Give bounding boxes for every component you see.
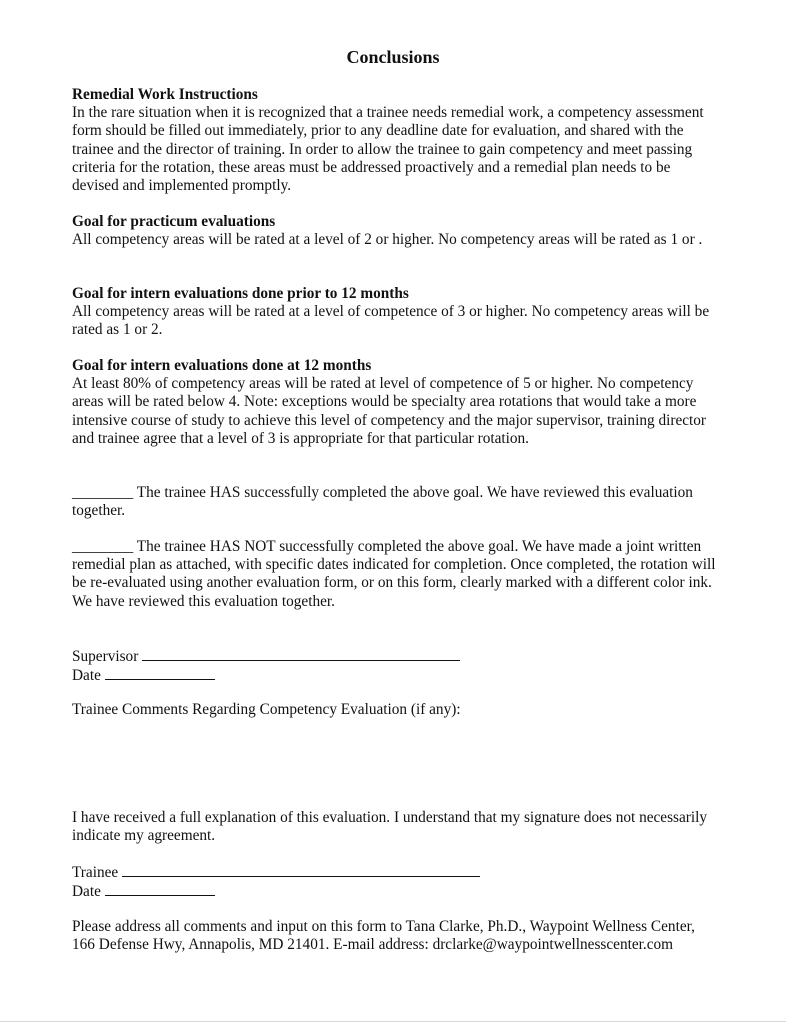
page-title: Conclusions — [346, 47, 440, 67]
intern-12-section — [72, 357, 720, 448]
has-completed-statement — [72, 484, 720, 520]
practicum-heading: Goal for practicum evaluations — [72, 213, 276, 230]
intern-prior-body: All competency areas will be rated at a level of competence of 3 or higher. No competency areas will be rated as 1 or 2. — [72, 303, 710, 339]
supervisor-date-line[interactable] — [105, 666, 215, 680]
has-not-completed-checkline[interactable]: ________ — [72, 538, 134, 555]
supervisor-label: Supervisor — [72, 648, 139, 665]
supervisor-signature-line[interactable] — [142, 647, 460, 661]
trainee-comments-label: Trainee Comments Regarding Competency Evaluation (if any): — [72, 701, 461, 718]
trainee-signature-line[interactable] — [122, 863, 480, 877]
contact-text: Please address all comments and input on this form to Tana Clarke, Ph.D., Waypoint Wellness Center, 166 Defense Hwy, Annapolis, MD 21401. E-mail address: — [72, 918, 695, 954]
intern-12-heading: Goal for intern evaluations done at 12 months — [72, 357, 372, 374]
trainee-date-line[interactable] — [105, 882, 215, 896]
intern-prior-heading: Goal for intern evaluations done prior to 12 months — [72, 285, 409, 302]
remedial-body: In the rare situation when it is recognized that a trainee needs remedial work, a competency assessment form should be filled out immediately, prior to any deadline date for evaluation, and shared with the trainee and the director of training. In order to allow the trainee to gain competency and meet passing criteria for the rotation, these areas must be addressed proactively and a remedial plan needs to be devised and implemented promptly. — [72, 104, 704, 195]
page-bottom-edge — [0, 1021, 786, 1022]
contact-block — [72, 918, 720, 954]
practicum-body: All competency areas will be rated at a level of 2 or higher. No competency areas will be rated as 1 or . — [72, 231, 703, 249]
practicum-section — [72, 213, 720, 249]
has-not-completed-statement — [72, 538, 720, 611]
trainee-signature-block — [72, 863, 720, 901]
intern-12-body: At least 80% of competency areas will be rated at level of competence of 5 or higher. No competency areas will be rated below 4. Note: exceptions would be specialty area rotations that would take a more intensive course of study to achieve this level of competency and the major supervisor, training director and trainee agree that a level of 3 is appropriate for that particular rotation. — [72, 375, 707, 447]
intern-prior-section — [72, 285, 720, 340]
supervisor-date-label: Date — [72, 667, 101, 685]
supervisor-signature-block — [72, 647, 720, 685]
acknowledgement-text: I have received a full explanation of this evaluation. I understand that my signature does not necessarily indicate my agreement. — [72, 809, 708, 845]
contact-email[interactable]: drclarke@waypointwellnesscenter.com — [432, 936, 674, 954]
remedial-heading: Remedial Work Instructions — [72, 86, 258, 103]
has-completed-text: The trainee HAS successfully completed the above goal. We have reviewed this evaluation together. — [72, 484, 693, 520]
remedial-section — [72, 86, 720, 195]
has-not-completed-text: The trainee HAS NOT successfully completed the above goal. We have made a joint written remedial plan as attached, with specific dates indicated for completion. Once completed, the rotation will be re-evaluated using another evaluation form, or on this form, clearly marked with a different color ink. We have reviewed this evaluation together. — [72, 538, 716, 610]
trainee-date-label: Date — [72, 883, 101, 901]
trainee-label: Trainee — [72, 864, 119, 881]
has-completed-checkline[interactable]: ________ — [72, 484, 134, 501]
